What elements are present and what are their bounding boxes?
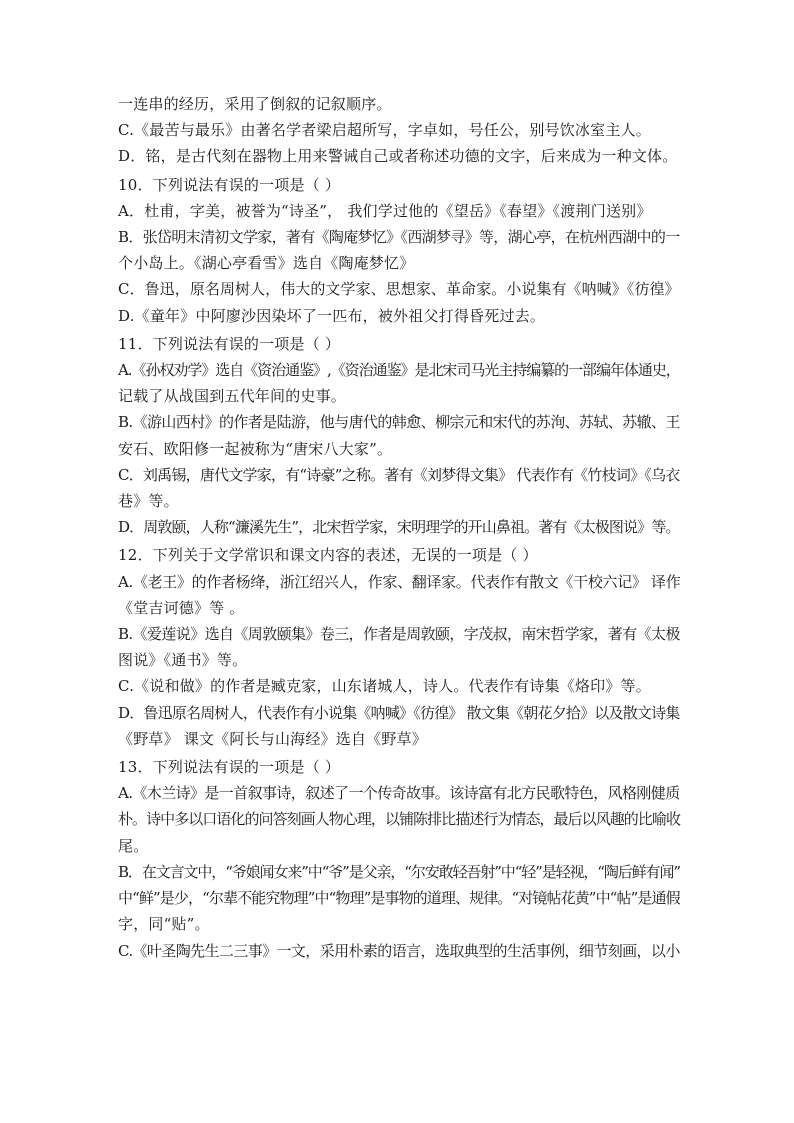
q13-option-a: A.《木兰诗》是一首叙事诗，叙述了一个传奇故事。该诗富有北方民歌特色，风格刚健质 [118,784,680,803]
q12-option-b: B.《爱莲说》选自《周敦颐集》卷三，作者是周敦颐，字茂叔，南宋哲学家，著有《太极 [118,625,680,644]
q11-option-c: C．刘禹锡，唐代文学家，有“诗豪”之称。著有《刘梦得文集》 代表作有《竹枝词》《乌衣 [118,465,680,484]
q10-option-b-cont: 个小岛上。《湖心亭看雪》选自《陶庵梦忆》 [118,254,415,273]
q12-option-b-cont: 图说》《通书》等。 [118,651,248,670]
q12-option-d: D．鲁迅原名周树人，代表作有小说集《呐喊》《彷徨》 散文集《朝花夕拾》以及散文诗集 [118,703,680,722]
document-page [118,91,681,964]
text-line: 一连串的经历，采用了倒叙的记叙顺序。 [118,95,392,113]
q13-option-c: C.《叶圣陶先生二三事》一文，采用朴素的语言，选取典型的生活事例，细节刻画，以小 [118,941,680,960]
q13-option-b-cont: 中“鲜”是少，“尔辈不能究物理”中“物理”是事物的道理、规律。“对镜帖花黄”中“帖”是通假 [118,889,680,908]
q12-option-d-cont: 《野草》 课文《阿长与山海经》选自《野草》 [118,729,427,748]
q11-option-b-cont: 安石、欧阳修一起被称为“唐宋八大家”。 [118,439,393,458]
q10-option-d: D.《童年》中阿廖沙因染坏了一匹布，被外祖父打得昏死过去。 [118,306,546,325]
q13-option-a-cont2: 尾。 [118,836,149,855]
q10-option-a: A．杜甫，字美，被誉为“诗圣”， 我们学过他的《望岳》《春望》《渡荆门送别》 [118,201,652,220]
q11-option-d: D．周敦颐，人称“濂溪先生”，北宋哲学家，宋明理学的开山鼻祖。著有《太极图说》等。 [118,518,680,537]
q12-option-a: A.《老王》的作者杨绛，浙江绍兴人，作家、翻译家。代表作有散文《干校六记》 译作 [118,572,681,591]
q11-option-a: A.《孙权劝学》选自《资治通鉴》,《资治通鉴》是北宋司马光主持编纂的一部编年体通史， [118,361,680,380]
question-13: 13．下列说法有误的一项是（ ） [118,758,341,777]
q10-option-b: B．张岱明末清初文学家，著有《陶庵梦忆》《西湖梦寻》等，湖心亭，在杭州西湖中的一 [118,228,680,247]
question-12: 12．下列关于文学常识和课文内容的表述，无误的一项是（ ） [118,546,538,565]
q10-option-c: C．鲁迅，原名周树人，伟大的文学家、思想家、革命家。小说集有《呐喊》《彷徨》 [118,280,680,299]
option-d: D．铭，是古代刻在器物上用来警诫自己或者称述功德的文字，后来成为一种文体。 [118,147,678,166]
q13-option-a-cont: 朴。诗中多以口语化的问答刻画人物心理，以铺陈排比描述行为情态，最后以风趣的比喻收 [118,810,681,829]
q13-option-b-cont2: 字，同“贴”。 [118,915,210,934]
question-10: 10．下列说法有误的一项是（ ） [118,175,341,194]
q12-option-c: C.《说和做》的作者是臧克家，山东诸城人，诗人。代表作有诗集《烙印》等。 [118,677,651,696]
q12-option-a-cont: 《堂吉诃德》等 。 [118,598,245,617]
q11-option-c-cont: 巷》等。 [118,492,179,511]
question-11: 11．下列说法有误的一项是（ ） [118,334,341,353]
q13-option-b: B．在文言文中，“爷娘闻女来”中“爷”是父亲，“尔安敢轻吾射”中“轻”是轻视，“陶后鲜有闻” [118,862,680,881]
q11-option-b: B.《游山西村》的作者是陆游，他与唐代的韩愈、柳宗元和宋代的苏洵、苏轼、苏辙、王 [118,413,680,432]
option-c: C.《最苦与最乐》由著名学者梁启超所写，字卓如，号任公，别号饮冰室主人。 [118,121,651,140]
q11-option-a-cont: 记载了从战国到五代年间的史事。 [118,387,347,406]
